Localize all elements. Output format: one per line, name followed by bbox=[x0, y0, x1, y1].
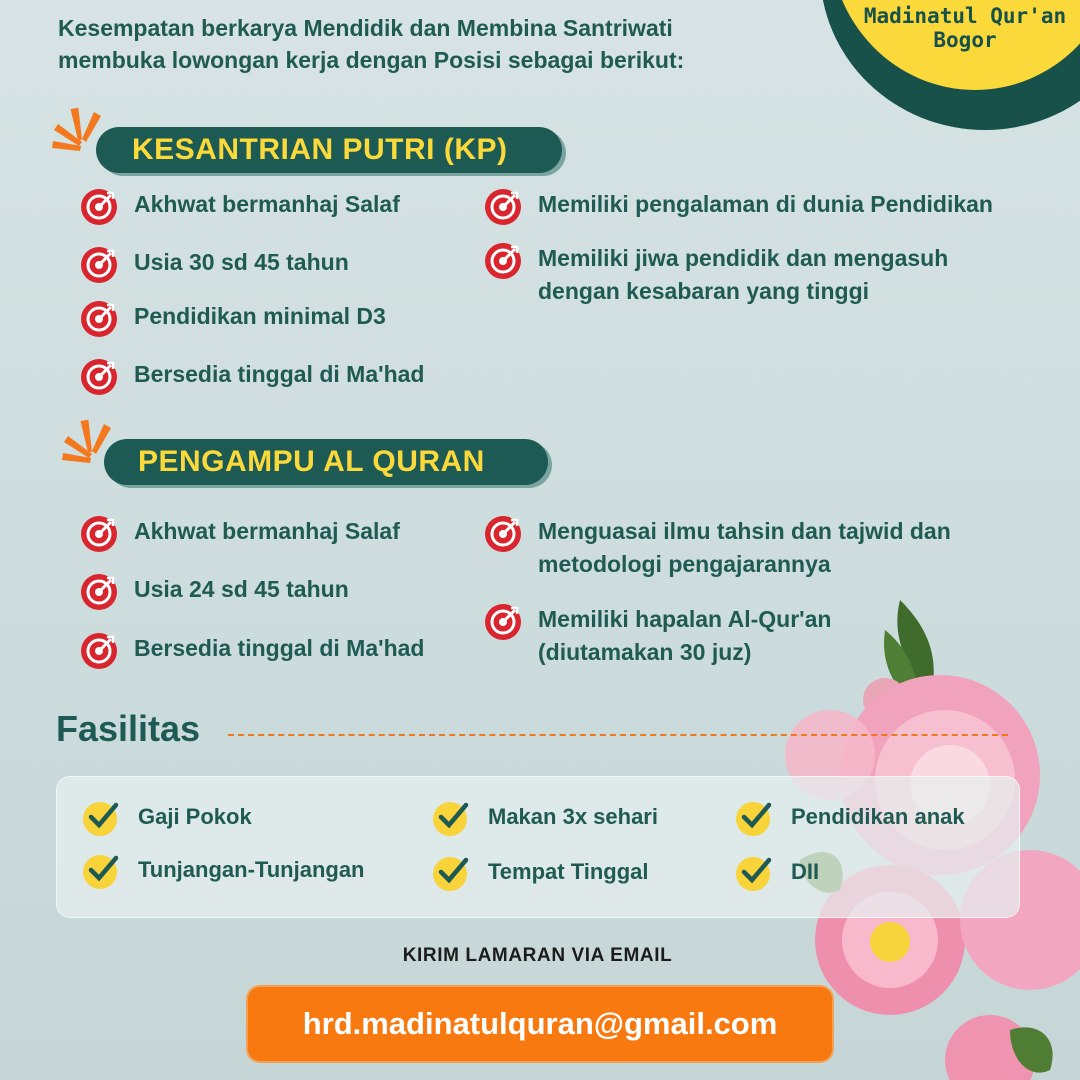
section-quran-title: PENGAMPU AL QURAN bbox=[138, 445, 485, 478]
item-text: Usia 30 sd 45 tahun bbox=[134, 249, 349, 275]
target-icon bbox=[80, 188, 118, 226]
facility-text: Pendidikan anak bbox=[791, 804, 965, 829]
facility-item bbox=[735, 852, 819, 892]
list-item bbox=[80, 188, 400, 226]
list-item bbox=[80, 246, 349, 284]
facilities-divider bbox=[228, 734, 1008, 736]
facility-item bbox=[432, 797, 658, 837]
list-item bbox=[80, 358, 424, 396]
check-circle-icon bbox=[735, 797, 775, 837]
facilities-title: Fasilitas bbox=[56, 708, 201, 749]
facility-item bbox=[82, 850, 365, 890]
facility-text: Makan 3x sehari bbox=[488, 804, 658, 829]
send-application-label: KIRIM LAMARAN VIA EMAIL bbox=[402, 945, 673, 966]
item-text-line1: Memiliki jiwa pendidik dan mengasuh bbox=[538, 245, 949, 271]
facility-item bbox=[432, 852, 649, 892]
item-text bbox=[538, 515, 951, 581]
list-item bbox=[80, 300, 386, 338]
item-text: Usia 24 sd 45 tahun bbox=[134, 576, 349, 602]
item-text-line1: Menguasai ilmu tahsin dan tajwid dan bbox=[538, 518, 951, 544]
check-circle-icon bbox=[82, 797, 122, 837]
list-item bbox=[484, 242, 948, 308]
check-circle-icon bbox=[432, 852, 472, 892]
item-text: Akhwat bermanhaj Salaf bbox=[134, 518, 400, 544]
target-icon bbox=[80, 246, 118, 284]
target-icon bbox=[484, 188, 522, 226]
target-icon bbox=[484, 515, 522, 553]
list-item bbox=[80, 632, 424, 670]
check-circle-icon bbox=[735, 852, 775, 892]
item-text bbox=[538, 188, 993, 221]
facility-text: Gaji Pokok bbox=[138, 804, 252, 829]
item-text bbox=[538, 242, 948, 308]
target-icon bbox=[80, 573, 118, 611]
brand-name-line2: Bogor bbox=[933, 28, 997, 52]
facility-item bbox=[82, 797, 252, 837]
list-item bbox=[80, 515, 400, 553]
facility-text: Tempat Tinggal bbox=[488, 859, 649, 884]
target-icon bbox=[80, 632, 118, 670]
check-circle-icon bbox=[82, 850, 122, 890]
section-kp-title: KESANTRIAN PUTRI (KP) bbox=[132, 133, 508, 166]
target-icon bbox=[80, 300, 118, 338]
intro-line2: membuka lowongan kerja dengan Posisi sebagai berikut: bbox=[58, 47, 685, 73]
item-text: Bersedia tinggal di Ma'had bbox=[134, 635, 425, 661]
target-icon bbox=[80, 358, 118, 396]
brand-name bbox=[860, 4, 1070, 52]
intro-text bbox=[58, 12, 818, 76]
facility-text: Tunjangan-Tunjangan bbox=[138, 857, 365, 882]
facility-item bbox=[735, 797, 965, 837]
item-text-line2: (diutamakan 30 juz) bbox=[538, 639, 752, 665]
item-text: Bersedia tinggal di Ma'had bbox=[134, 361, 425, 387]
brand-name-line1: Madinatul Qur'an bbox=[863, 4, 1067, 28]
list-item bbox=[80, 573, 349, 611]
target-icon bbox=[80, 515, 118, 553]
item-text-line1: Memiliki pengalaman di dunia Pendidikan bbox=[538, 191, 993, 217]
email-button[interactable]: hrd.madinatulquran@gmail.com bbox=[248, 987, 832, 1061]
list-item bbox=[484, 515, 951, 581]
target-icon bbox=[484, 242, 522, 280]
intro-line1: Kesempatan berkarya Mendidik dan Membina Santriwati bbox=[58, 15, 673, 41]
item-text-line1: Memiliki hapalan Al-Qur'an bbox=[538, 606, 832, 632]
item-text-line2: dengan kesabaran yang tinggi bbox=[538, 278, 870, 304]
facility-text: DII bbox=[791, 859, 820, 884]
target-icon bbox=[484, 603, 522, 641]
item-text: Pendidikan minimal D3 bbox=[134, 303, 386, 329]
list-item bbox=[484, 188, 993, 226]
check-circle-icon bbox=[432, 797, 472, 837]
item-text: Akhwat bermanhaj Salaf bbox=[134, 191, 400, 217]
item-text-line2: metodologi pengajarannya bbox=[538, 551, 831, 577]
